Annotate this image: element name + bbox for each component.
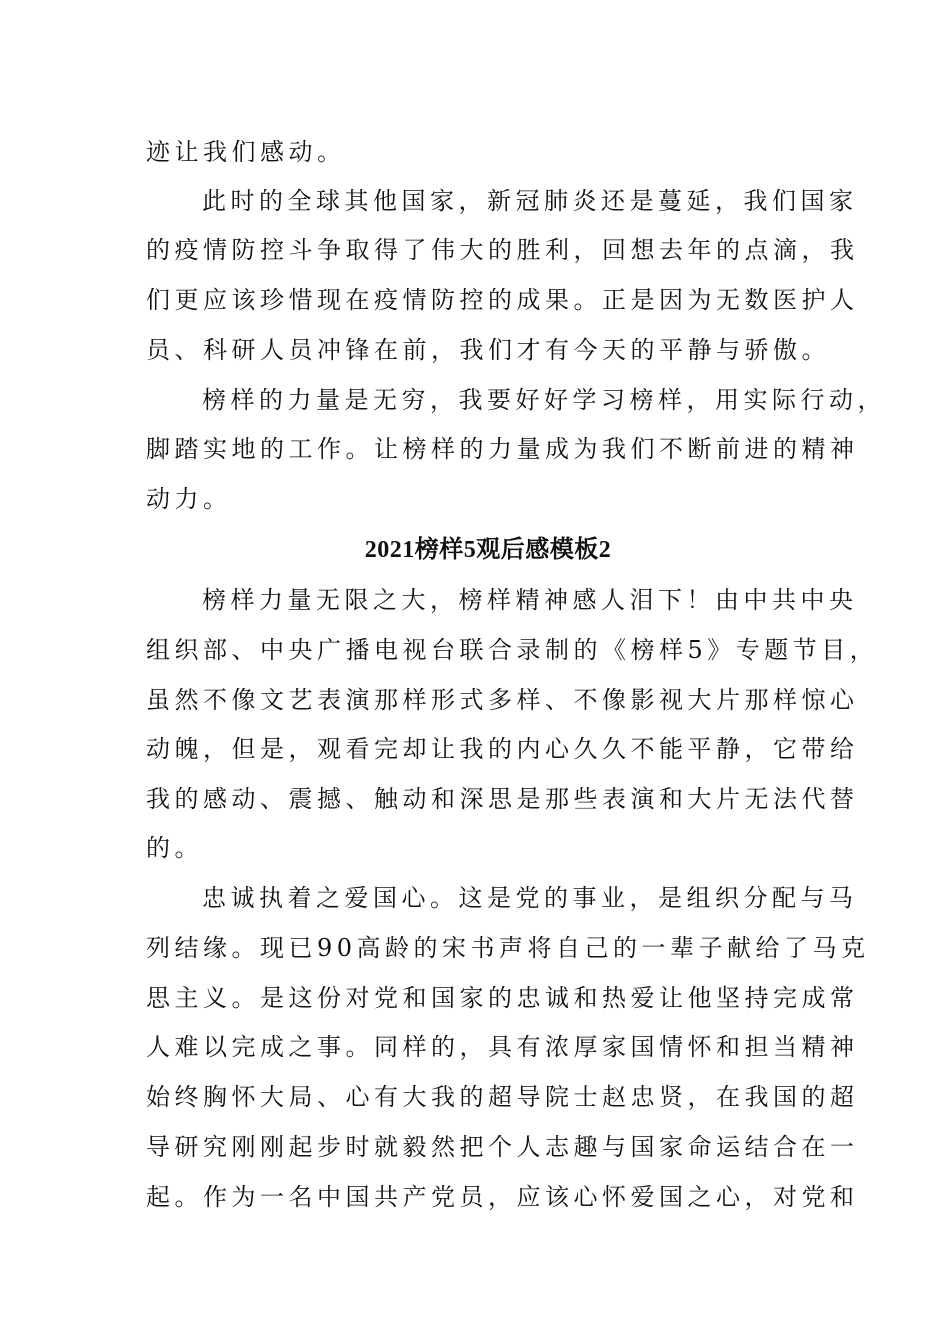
text-line: 动魄，但是，观看完却让我的内心久久不能平静，它带给 [146,735,859,763]
text-line: 我的感动、震撼、触动和深思是那些表演和大片无法代替 [146,785,859,813]
text-line: 们更应该珍惜现在疫情防控的成果。正是因为无数医护人 [146,286,859,314]
text-line: 始终胸怀大局、心有大我的超导院士赵忠贤，在我国的超 [146,1083,859,1111]
text-line: 迹让我们感动。 [146,138,346,166]
text-line: 的。 [146,834,203,862]
text-line: 起。作为一名中国共产党员，应该心怀爱国之心，对党和 [146,1183,859,1211]
section-heading: 2021榜样5观后感模板2 [364,537,612,563]
paragraph-first-line: 榜样力量无限之大，榜样精神感人泪下！由中共中央 [202,586,858,614]
text-line: 组织部、中央广播电视台联合录制的《榜样5》专题节目， [146,636,879,664]
text-line: 脚踏实地的工作。让榜样的力量成为我们不断前进的精神 [146,435,859,463]
text-line: 导研究刚刚起步时就毅然把个人志趣与国家命运结合在一 [146,1133,859,1161]
paragraph-first-line: 忠诚执着之爱国心。这是党的事业，是组织分配与马 [202,884,858,912]
text-line: 列结缘。现已90高龄的宋书声将自己的一辈子献给了马克 [146,934,870,962]
text-line: 员、科研人员冲锋在前，我们才有今天的平静与骄傲。 [146,336,830,364]
paragraph-first-line: 此时的全球其他国家，新冠肺炎还是蔓延，我们国家 [202,187,858,215]
text-line: 人难以完成之事。同样的，具有浓厚家国情怀和担当精神 [146,1033,859,1061]
text-line: 动力。 [146,485,232,513]
text-line: 的疫情防控斗争取得了伟大的胜利，回想去年的点滴，我 [146,236,859,264]
paragraph-first-line: 榜样的力量是无穷，我要好好学习榜样，用实际行动， [202,386,886,414]
text-line: 思主义。是这份对党和国家的忠诚和热爱让他坚持完成常 [146,984,859,1012]
text-line: 虽然不像文艺表演那样形式多样、不像影视大片那样惊心 [146,686,859,714]
